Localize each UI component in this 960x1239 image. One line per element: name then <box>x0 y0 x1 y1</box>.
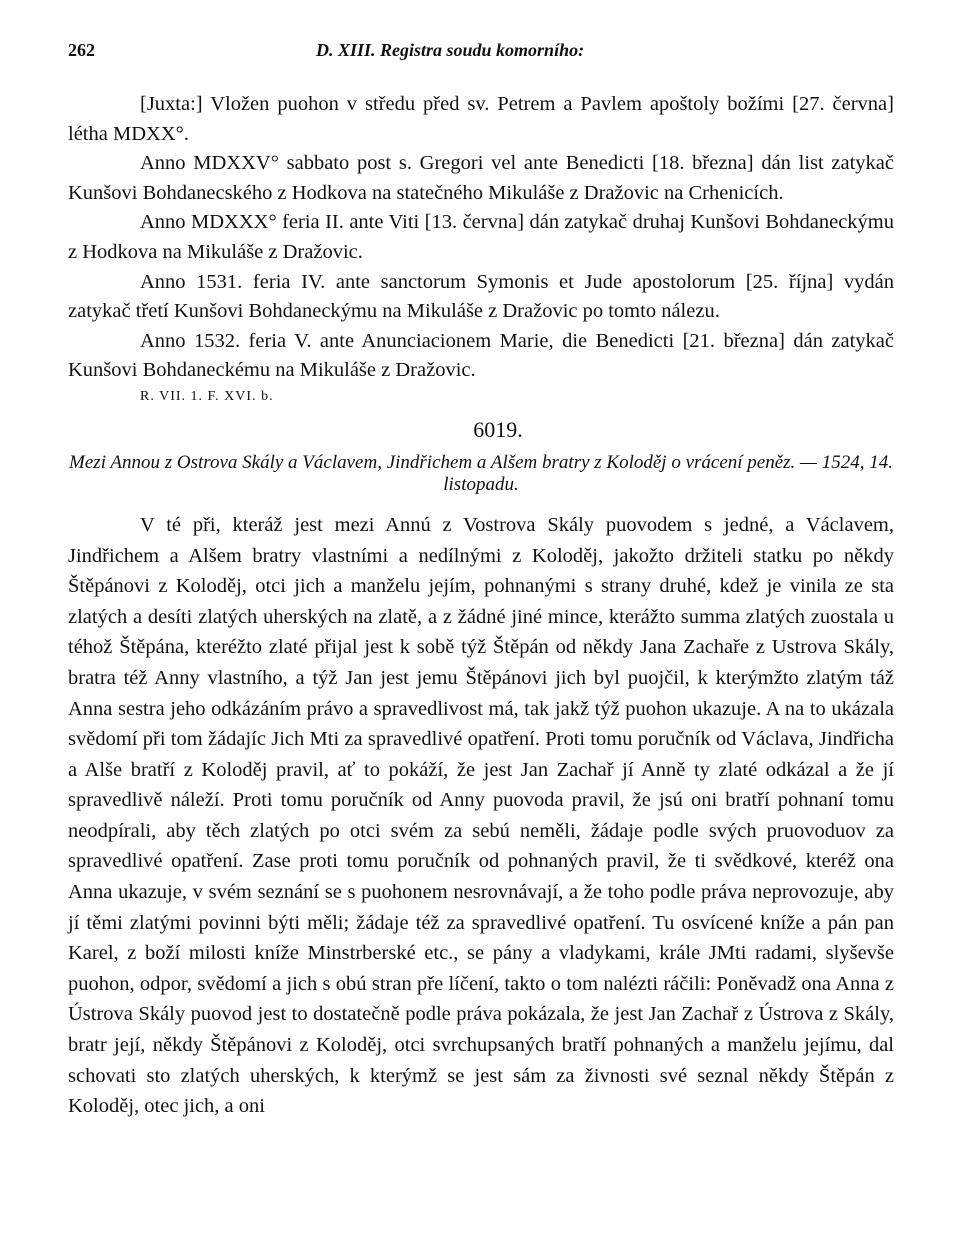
register-entry: Anno 1531. feria IV. ante sanctorum Symonis et Jude apostolorum [25. října] vydán zatykač třetí Kunšovi Bohdaneckýmu na Mikuláše z Dražovic po tomto nálezu. <box>68 270 894 323</box>
document-body: V té při, kteráž jest mezi Annú z Vostrova Skály puovodem s jedné, a Václavem, Jindřichem a Alšem bratry vlastními a nedílnými z Koloděj, jakožto držiteli statku po někdy Štěpánovi z Koloděj, otci jich a manželu jejím, pohnanými s strany druhé, kdež je vinila ze sta zlatých a desíti zlatých uherských na zlatě, a z žádné jiné mince, kterážto summa zlatých zuostala u téhož Štěpána, kteréžto zlaté přijal jest k sobě týž Štěpán od někdy Jana Zachaře z Ustrova Skály, bratra též Anny vlastního, a týž Jan jest jemu Štěpánovi jich byl puojčil, k kterýmžto zlatým táž Anna sestra jeho odkázáním právo a spravedlivost má, tak jakž týž puohon ukazuje. A na to ukázala svědomí při tom žádajíc Jich Mti za spravedlivé opatření. Proti tomu poručník od Václava, Jindřicha a Alše bratří z Koloděj pravil, ať to pokáží, že jest Jan Zachař jí Anně ty zlaté odkázal a že jí spravedlivě náleží. Proti tomu poručník od Anny puovoda pravil, že jsú oni bratří pohnaní tomu neodpírali, aby těch zlatých po otci svém za sebú neměli, žádaje podle svých pruovoduov za spravedlivé opatření. Zase proti tomu poručník od pohnaných pravil, že ti svědkové, kteréž ona Anna ukazuje, v svém seznání se s puohonem nesrovnávají, a že toho podle práva neprovozuje, aby jí těmi zlatými povinni býti měli; žádaje též za spravedlivé opatření. Tu osvícené kníže a pán pan Karel, z boží milosti kníže Minstrberské etc., se pány a vladykami, krále JMti radami, slyševše puohon, odpor, svědomí a jich s obú stran pře líčení, takto o tom nalézti ráčili: Poněvadž ona Anna z Ústrova Skály puovod jest to dostatečně podle práva pokázala, že jest Jan Zachař z Ústrova z Skály, bratr její, někdy Štěpánovi z Koloděj, otci svrchupsaných bratří pohnaných a manželu jejímu, dal schovati sto zlatých uherských, k kterýmž se jest sám za živnosti své seznal někdy Štěpán z Koloděj, otec jich, a oni <box>68 513 894 1118</box>
running-title: D. XIII. Registra soudu komorního: <box>316 40 585 60</box>
register-entry: Anno MDXXX° feria II. ante Viti [13. června] dán zatykač druhaj Kunšovi Bohdaneckýmu z Hodkova na Mikuláše z Dražovic. <box>68 211 894 263</box>
register-entry: [Juxta:] Vložen puohon v středu před sv. Petrem a Pavlem apoštoly božími [27. června] létha MDXX°. <box>68 93 894 145</box>
document-number: 6019. <box>473 416 523 442</box>
book-page <box>68 40 894 1142</box>
document-heading: Mezi Annou z Ostrova Skály a Václavem, Jindřichem a Alšem bratry z Koloděj o vrácení peněz. — 1524, 14. listopadu. <box>69 451 893 495</box>
register-entries <box>68 90 894 386</box>
register-entry: Anno 1532. feria V. ante Anunciacionem Marie, die Benedicti [21. března] dán zatykač Kunšovi Bohdaneckému na Mikuláše z Dražovic. <box>68 329 894 382</box>
running-head <box>68 40 894 70</box>
source-citation: R. VII. 1. F. XVI. b. <box>140 388 274 404</box>
register-entry: Anno MDXXV° sabbato post s. Gregori vel ante Benedicti [18. března] dán list zatykač Kunšovi Bohdanecského z Hodkova na statečného Mikuláše z Dražovic na Crhenicích. <box>68 152 894 204</box>
page-number: 262 <box>68 40 95 60</box>
